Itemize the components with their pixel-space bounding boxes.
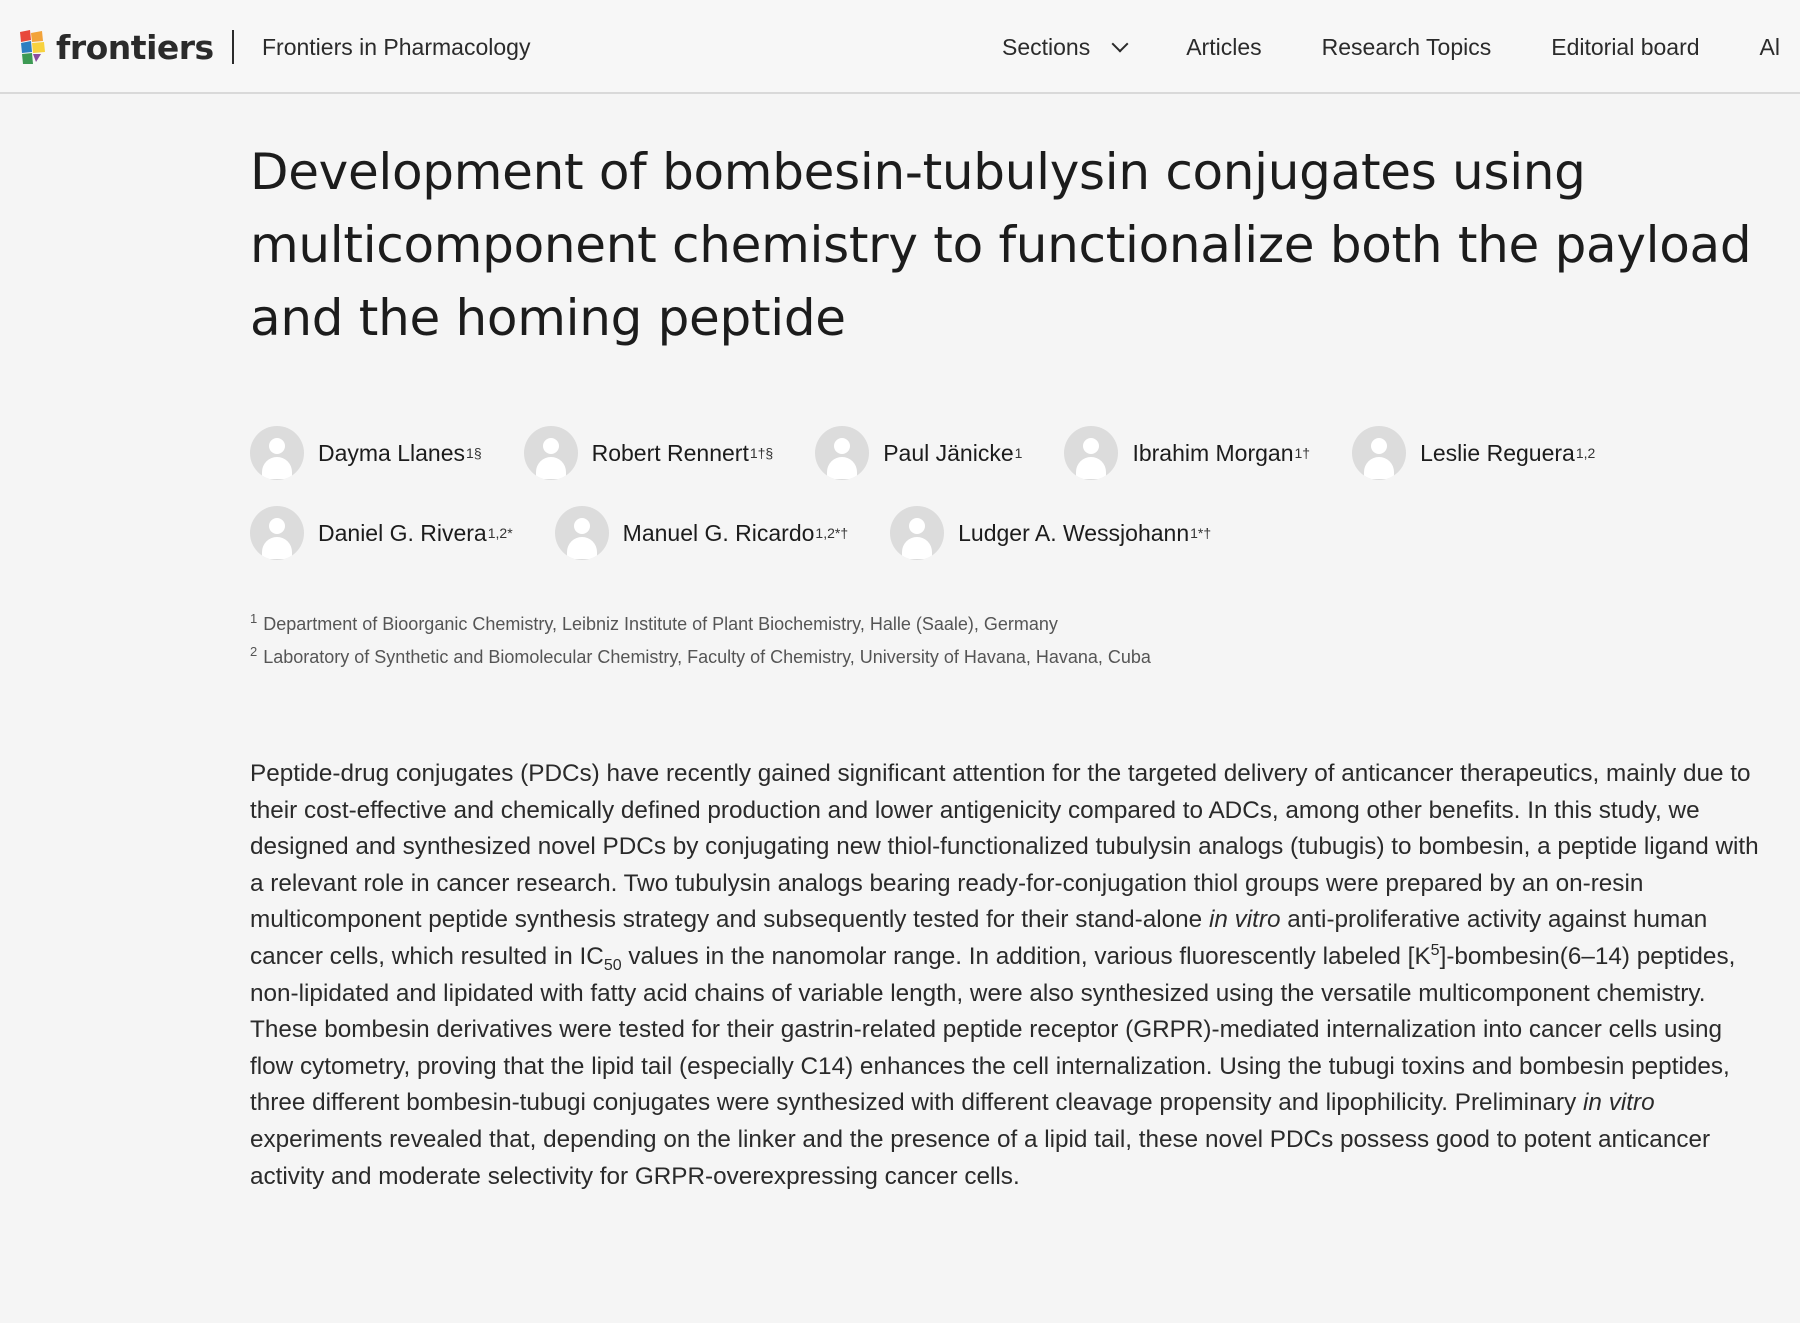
author-name: Dayma Llanes [318, 439, 466, 466]
author-name: Daniel G. Rivera [318, 519, 487, 546]
abstract-superscript: 5 [1430, 941, 1440, 959]
author-name: Leslie Reguera [1420, 439, 1575, 466]
author-affiliation-sup: 1,2*† [815, 525, 849, 541]
author-item[interactable] [250, 506, 513, 560]
avatar-icon [1064, 426, 1118, 480]
author-name: Robert Rennert [591, 439, 749, 466]
author-list [250, 426, 1770, 586]
abstract [250, 756, 1770, 1195]
author-affiliation-sup: 1§ [466, 445, 482, 461]
author-name: Manuel G. Ricardo [622, 519, 815, 546]
affiliation-number: 2 [250, 644, 258, 659]
affiliation-item [250, 605, 1750, 638]
abstract-text: Peptide-drug conjugates (PDCs) have recently gained significant attention for the targeted delivery of anticancer therapeutics, mainly due to their cost-effective and chemically defined production and lower antigenicity compared to ADCs, among other benefits. In this study, we designed and synthesized novel PDCs by conjugating new thiol-functionalized tubulysin analogs (tubugis) to bombesin, a peptide ligand with a relevant role in cancer research. Two tubulysin analogs bearing ready-for-conjugation thiol groups were prepared by an on-resin multicomponent peptide synthesis strategy and subsequently tested for their stand-alone [250, 760, 1759, 934]
avatar-icon [524, 426, 578, 480]
chevron-down-icon [1112, 35, 1129, 52]
author-name: Paul Jänicke [883, 439, 1014, 466]
affiliation-number: 1 [250, 611, 258, 626]
affiliation-text: Laboratory of Synthetic and Biomolecular Chemistry, Faculty of Chemistry, University of Havana, Havana, Cuba [263, 647, 1151, 667]
nav-articles[interactable]: Articles [1186, 34, 1262, 60]
journal-name-link[interactable]: Frontiers in Pharmacology [262, 34, 531, 60]
author-row [250, 426, 1770, 480]
nav-editorial-board[interactable]: Editorial board [1551, 34, 1700, 60]
avatar-icon [815, 426, 869, 480]
author-item[interactable] [815, 426, 1022, 480]
affiliation-text: Department of Bioorganic Chemistry, Leibniz Institute of Plant Biochemistry, Halle (Saale), Germany [263, 614, 1058, 634]
author-affiliation-sup: 1† [1294, 445, 1311, 461]
abstract-text: experiments revealed that, depending on the linker and the presence of a lipid tail, these novel PDCs possess good to potent anticancer activity and moderate selectivity for GRPR-overexpressing cancer cells. [250, 1125, 1711, 1190]
author-item[interactable] [1064, 426, 1310, 480]
frontiers-logo[interactable] [16, 24, 214, 70]
avatar-icon [890, 506, 944, 560]
nav-about[interactable]: Al [1759, 34, 1780, 60]
author-name: Ibrahim Morgan [1132, 439, 1294, 466]
author-affiliation-sup: 1,2 [1575, 445, 1596, 461]
author-name: Ludger A. Wessjohann [958, 519, 1190, 546]
author-item[interactable] [890, 506, 1211, 560]
nav-sections-label: Sections [1002, 34, 1091, 60]
avatar-icon [250, 426, 304, 480]
nav-research-topics[interactable]: Research Topics [1321, 34, 1492, 60]
frontiers-logo-icon [16, 28, 48, 66]
author-affiliation-sup: 1*† [1190, 525, 1212, 541]
author-affiliation-sup: 1,2* [487, 525, 513, 541]
author-item[interactable] [1352, 426, 1595, 480]
header-divider [232, 30, 234, 64]
main-nav [1002, 34, 1800, 61]
author-row [250, 506, 1770, 560]
author-item[interactable] [555, 506, 848, 560]
nav-sections[interactable] [1002, 34, 1126, 61]
abstract-emphasis: in vitro [1583, 1089, 1655, 1117]
author-affiliation-sup: 1 [1014, 445, 1023, 461]
abstract-text: ]-bombesin(6–14) peptides, non-lipidated and lipidated with fatty acid chains of variable length, were also synthesized using the versatile multicomponent chemistry. These bombesin derivatives were tested for their gastrin-related peptide receptor (GRPR)-mediated internalization into cancer cells using flow cytometry, proving that the lipid tail (especially C14) enhances the cell internalization. Using the tubugi toxins and bombesin peptides, three different bombesin-tubugi conjugates were synthesized with different cleavage propensity and lipophilicity. Preliminary [250, 942, 1736, 1117]
article-title: Development of bombesin-tubulysin conjugates using multicomponent chemistry to functionalize both the payload and the homing peptide [250, 143, 1752, 347]
logo-wordmark: frontiers [56, 27, 214, 67]
avatar-icon [555, 506, 609, 560]
avatar-icon [1352, 426, 1406, 480]
site-header [0, 0, 1800, 94]
affiliations [250, 605, 1750, 671]
avatar-icon [250, 506, 304, 560]
author-item[interactable] [250, 426, 482, 480]
author-item[interactable] [524, 426, 774, 480]
affiliation-item [250, 638, 1750, 671]
author-affiliation-sup: 1†§ [749, 445, 774, 461]
abstract-emphasis: in vitro [1208, 906, 1281, 934]
abstract-subscript: 50 [603, 956, 622, 974]
abstract-text: anti-proliferative activity against human cancer cells, which resulted in IC [250, 906, 1708, 970]
abstract-text: values in the nanomolar range. In addition, various fluorescently labeled [K [621, 942, 1431, 970]
